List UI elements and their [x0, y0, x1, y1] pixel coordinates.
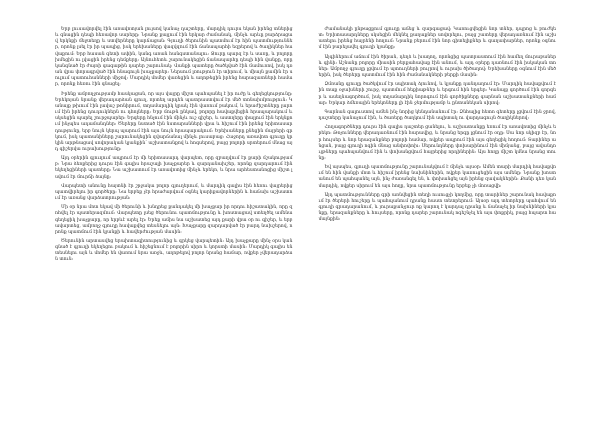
- text-column-right: [319, 27, 557, 404]
- paragraph: Ժամանակի ընթացքում գյուղը աճեց և զարգացավ: Կառուցվեցին նոր տներ, դպրոց և բուժկետ: Երիտասարդները սկսեցին մեկնել քաղաքներ սովորելու, բայց շատերը վերադառնում էին աշխատելու իրենց հայրենի հողում: Նրանք բերում էին նոր գիտելիքներ և գաղափարներ, որոնք օգնում էին բարելավել գյուղի կյանքը:: [318, 27, 556, 51]
- paragraph: Այգիներում աճում էին ծիրան, դեղձ և խաղող, որոնցից պատրաստում էին համեղ մուրաբաներ և գինի: Աշնանը բոլորը միասին բերքահավաք էին անում, և այդ օրերը դառնում էին իսկական տոներ: Ամբողջ գյուղը լցվում էր պտուղների բույրով և ուրախ ծիծաղով: Երեխաները օգնում էին մեծերին, իսկ ծերերը պատմում էին հին ժամանակների բերքի մասին:: [318, 54, 556, 79]
- paragraph: Իրենք ամբողջությամբ հասկացան, որ այս վայրը միշտ պահպանել է իր ուժը և գեղեցկությունը: Երեկոյան նրանք վերադարձան գյուղ, որտեղ արդեն պատրաստվում էր մեծ տոնախմբություն: Կանայք թխում էին լավաշ թոնիրում, տղամարդիկ կրակ էին վառում բակում, և երաժիշտները լարում էին իրենց դուդուկներն ու դհոլները: Երբ մութն ընկավ, բոլորը հավաքվեցին հրապարակում և սկսեցին պարել շուրջպարեր: Երգերը հնչում էին մինչև ուշ գիշեր, և աստղերը փայլում էին երկնքում ինչպես ադամանդներ: Ծերերը նստած էին նստարանների վրա և հիշում էին իրենց երիտասարդությունը, երբ նույն կերպ պարում էին այս նույն հրապարակում: Երեխաները քնեցին մայրերի գրկում, իսկ պատանիները շարունակեցին զվարճանալ մինչև լուսաբաց: Հաջորդ առավոտ գյուղը կրկին արթնացավ սովորական կյանքին՝ աշխատանքով և հոգսերով, բայց բոլորի սրտերում մնաց այդ գիշերվա ուրախությունը:: [55, 91, 293, 152]
- paragraph: Այդ օրերին գյուղում ապրում էր մի երիտասարդ վարպետ, որը զբաղվում էր քարի մշակությամբ: Նրա ձեռքերից դուրս էին գալիս հրաշալի խաչքարեր և զարդանախշեր, որոնք զարդարում էին եկեղեցիների պատերը: Նա աշխատում էր առավոտից մինչև երեկո, և նրա արհեստանոցից միշտ լսվում էր մուրճի ձայնը:: [55, 156, 293, 180]
- text-column-left: [55, 27, 293, 404]
- paragraph: Ձմռանը գյուղը ծածկվում էր սպիտակ ձյունով, և կյանքը դանդաղում էր: Մարդիկ հավաքվում էին տաք օջախների շուրջ, պատմում հեքիաթներ և երգում հին երգեր: Կանայք գործում էին գորգեր և ասեղնագործում, իսկ տղամարդիկ նորոգում էին գործիքները գարնան աշխատանքների համար: Երկար ձմեռային երեկոները լի էին ջերմությամբ և ընտանեկան սիրով:: [318, 82, 556, 106]
- paragraph: Մի օր նրա մոտ եկավ մի ծերունի և խնդրեց քանդակել մի խաչքար իր որդու հիշատակին, որը զոհվել էր պատերազմում: Վարպետը լսեց ծերունու պատմությունը և խոստացավ ստեղծել ամենագեղեցիկ խաչքարը, որ երբևէ արել էր: Երեք ամիս նա աշխատեց այդ քարի վրա օր ու գիշեր, և երբ ավարտեց, ամբողջ գյուղը հավաքվեց տեսնելու այն: Խաչքարը զարդարված էր բարդ նախշերով, որոնք պատմում էին կյանքի և հավերժության մասին:: [55, 205, 293, 235]
- paragraph: Այդ պատմությունները գրի առնվեցին տեղի ուսուցչի կողմից, որը տարիներ շարունակ հավաքում էր ծերերի հուշերը և պահպանում դրանք հաստ տետրերում: Այսօր այդ տետրերը պահվում են գյուղի գրադարանում, և յուրաքանչյուր ոք կարող է կարդալ դրանք և ճանաչել իր նախնիների կյանքը, երազանքները և հույսերը, որոնք դարեր շարունակ ոգեշնչել են այս փոքրիկ, բայց հպարտ համայնքին:: [318, 192, 556, 223]
- paragraph: Գարնան գալուստով ամեն ինչ նորից կենդանանում էր: Ձնհալից հետո գետերը լցվում էին ջրով, դաշտերը կանաչում էին, և ծառերը ծաղկում էին սպիտակ ու վարդագույն ծաղիկներով:: [318, 109, 556, 122]
- paragraph: Երբ լուսավորվել էին առավոտյան լույսով կանաչ դաշտերը, մարդիկ դուրս եկան իրենց տներից և գնացին դեպի հեռավոր սարերը: Նրանք քայլում էին երկար ժամանակ, մինչև արևը բարձրացավ երկնքի մեջտեղը և ստվերները կարճացան: Գյուղի ծերունին պատմում էր հին պատմություններ, որոնք լսել էր իր պապից, իսկ երեխաները վազվզում էին ճանապարհի եզրերով և ծաղիկներ հավաքում: Երբ հասան գետի ափին, կանգ առան հանգստանալու: Ջուրը պարզ էր և սառը, և բոլորը խմեցին ու լվացին իրենց դեմքերը: Այնուհետև շարունակեցին ճանապարհը դեպի հին վանքը, որը կանգնած էր ժայռի գագաթին դարեր շարունակ: Վանքի պատերը ծածկված էին մամուռով, իսկ դռան վրա փորագրված էին հնագույն խաչքարեր: Ներսում լռություն էր տիրում, և միայն քամին էր սուլում պատուհանների միջով: Մարդիկ մոմեր վառեցին և աղոթեցին իրենց հարազատների համար, որոնք հեռու էին գնացել:: [55, 27, 293, 88]
- paragraph: Ծերունին արտասվեց երախտագիտությունից և գրկեց վարպետին: Այդ խաչքարը մինչ օրս կանգնած է գյուղի եկեղեցու բակում և հիշեցնում է բոլորին սիրո և կորստի մասին: Մարդիկ գալիս են տեսնելու այն և մոմեր են վառում նրա առջև, աղոթելով բոլոր նրանց համար, ովքեր չվերադարձան տուն:: [55, 239, 293, 263]
- paragraph: Վարպետի անունը հայտնի էր շրջակա բոլոր գյուղերում, և մարդիկ գալիս էին հեռու վայրերից պատվիրելու իր գործերը: Նա երբեք չէր հրաժարվում օգնել կարիքավորներին և հաճախ աշխատում էր առանց վարձատրության:: [55, 183, 293, 202]
- paragraph: Հողագործները դուրս էին գալիս դաշտեր ցանելու, և աշխատանքը եռում էր առավոտից մինչև երեկո: Թռչունները վերադառնում էին հարավից, և նրանց երգը լցնում էր օդը: Սա նոր սկիզբ էր, նոր հույսեր և նոր երազանքներ բոլորի համար, ովքեր ապրում էին այս գեղեցիկ հողում: Տարիներ անցան, բայց գյուղի ոգին մնաց անփոփոխ: Սերունդները փոխարինում էին միմյանց, բայց ավանդույթները պահպանվում էին և փոխանցվում հայրերից որդիներին: Այս հողը միշտ կմնա նրանց տունը:: [318, 125, 556, 161]
- paragraph: Եվ այսպես, գյուղի պատմությունը շարունակվում է մինչև այսօր: Ամեն տարի մարդիկ հավաքվում են հին վանքի մոտ և հիշում իրենց նախնիներին, ովքեր կառուցեցին այս ամենը: Նրանք խոստանում են պահպանել այն, ինչ ժառանգել են, և փոխանցել այն իրենց զավակներին: Քանի դեռ կան մարդիկ, ովքեր սիրում են այս հողը, նրա պատմությունը երբեք չի մոռացվի:: [318, 165, 556, 189]
